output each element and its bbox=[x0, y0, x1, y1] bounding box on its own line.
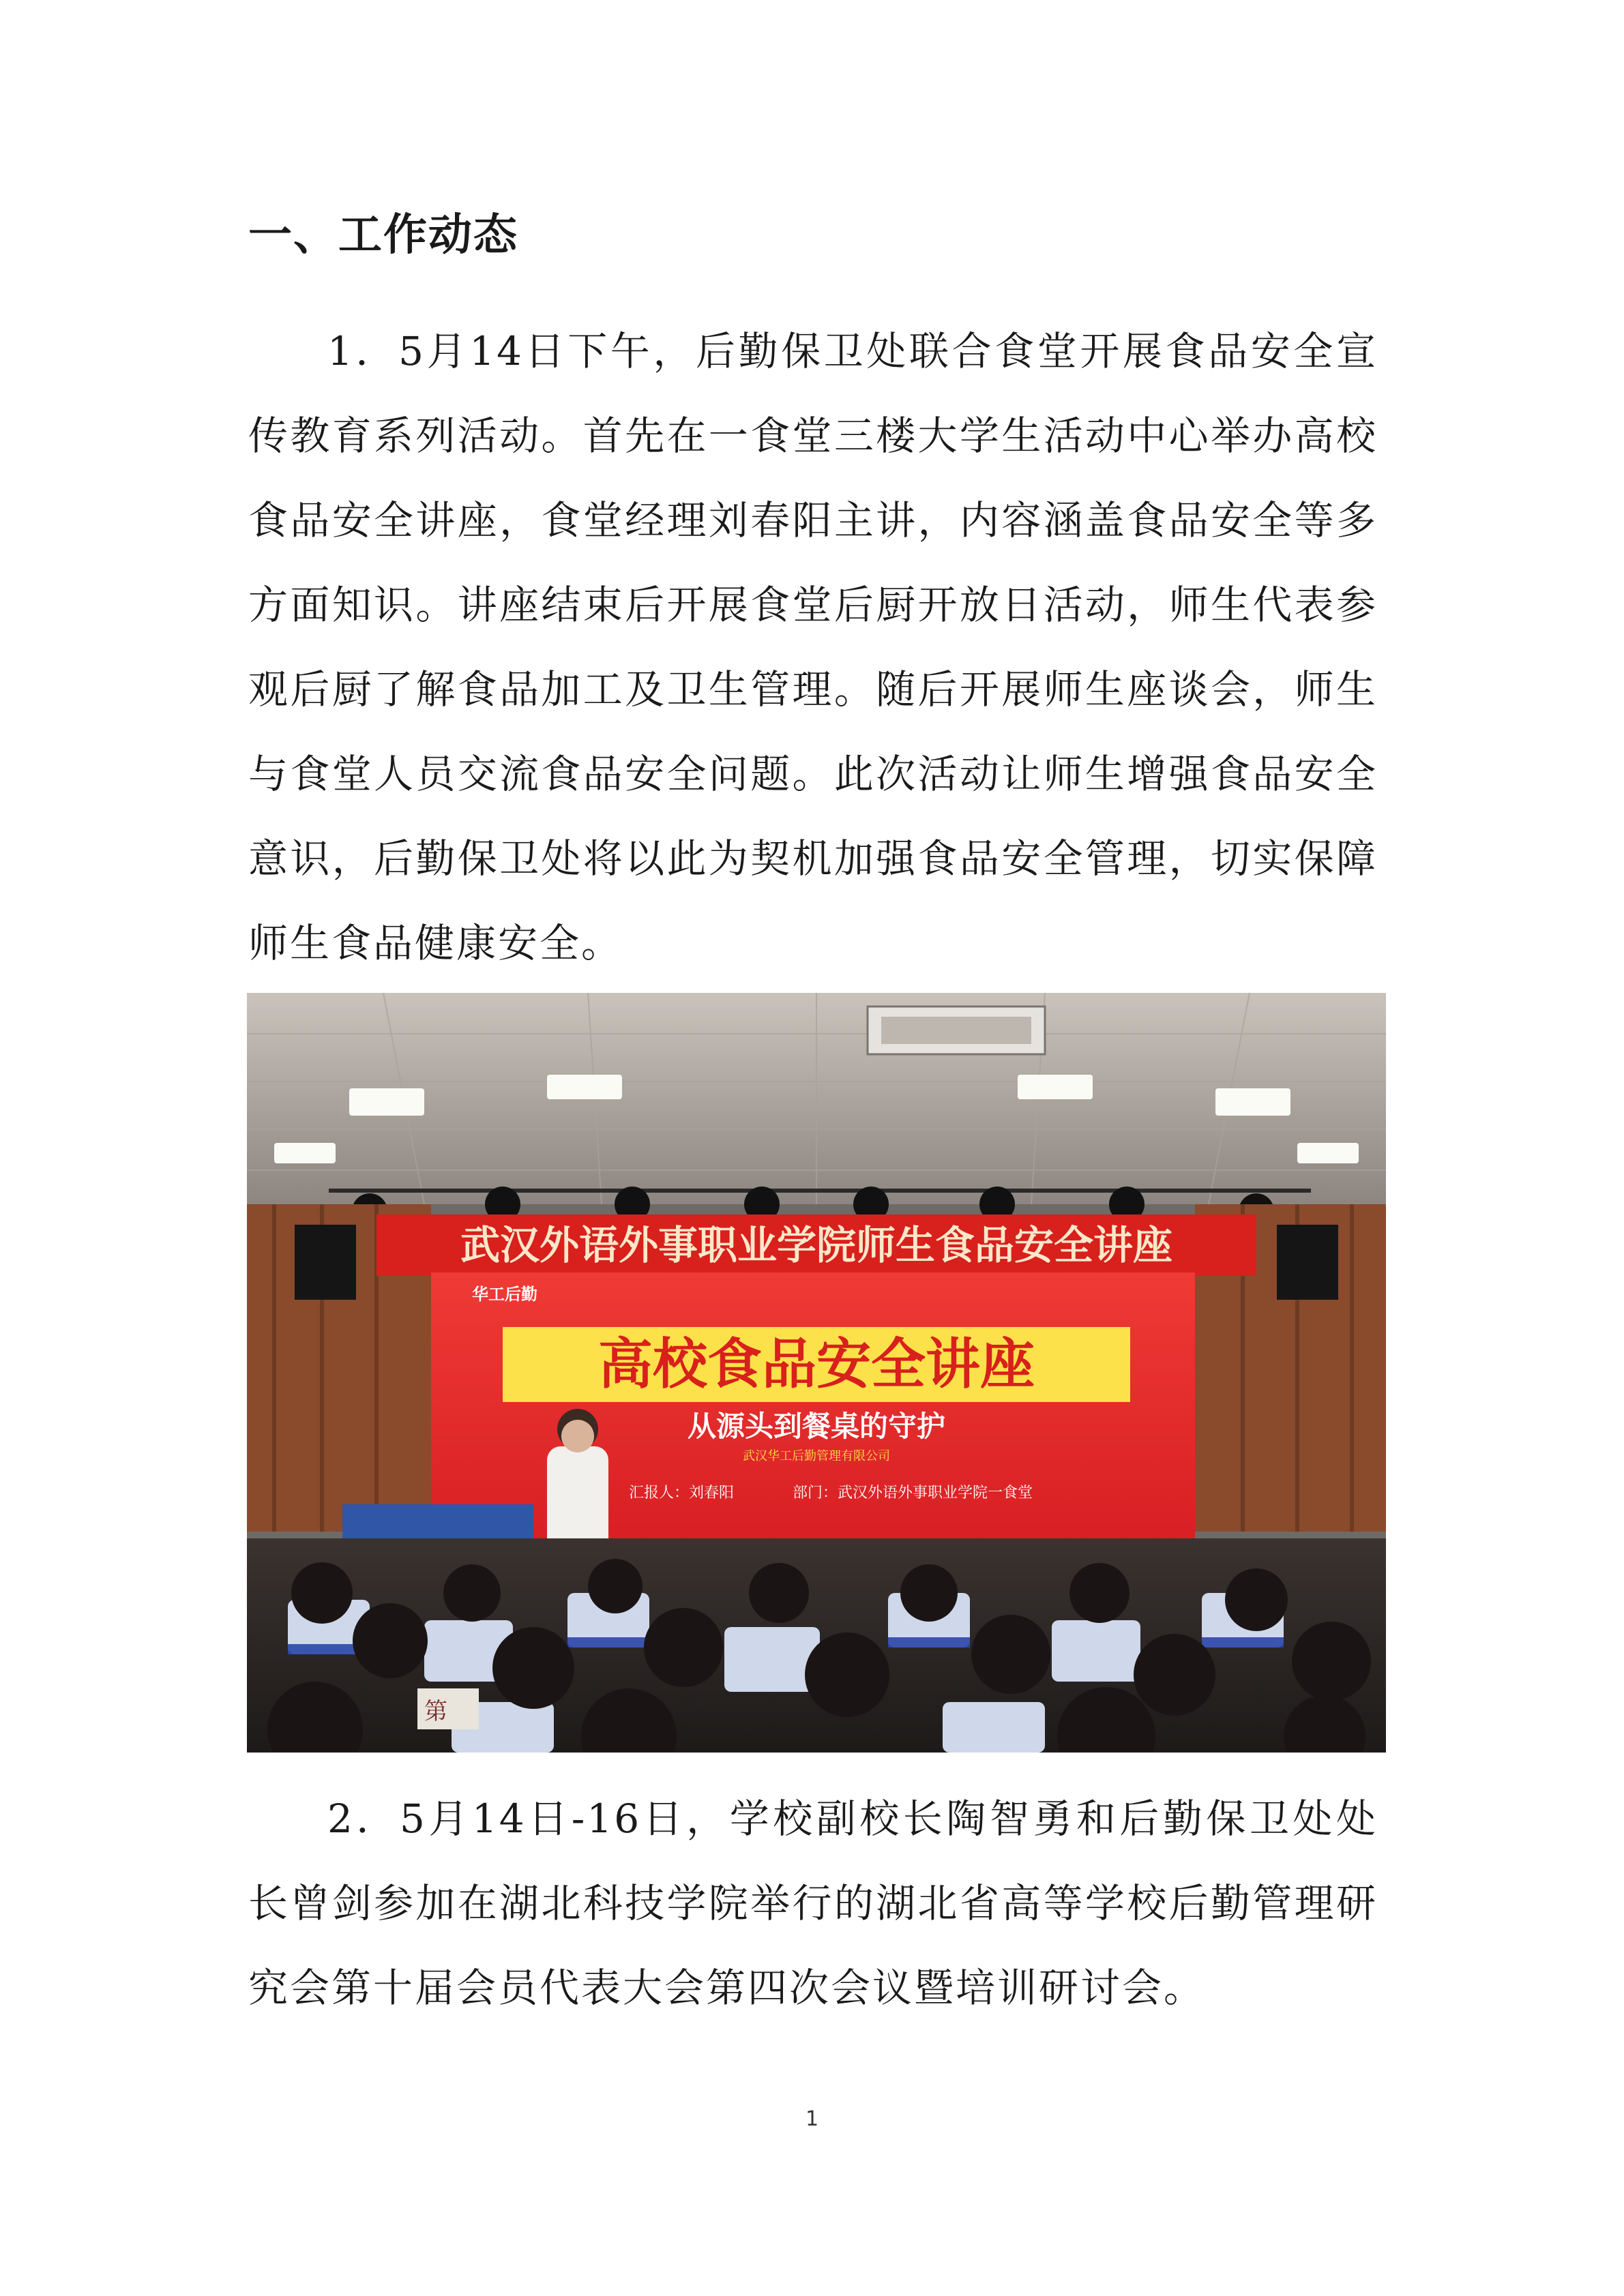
screen-company: 武汉华工后勤管理有限公司 bbox=[743, 1449, 890, 1463]
screen-title: 高校食品安全讲座 bbox=[598, 1332, 1035, 1396]
seat-label: 第 bbox=[424, 1698, 447, 1725]
page-number: 1 bbox=[805, 2107, 819, 2131]
banner-text: 武汉外语外事职业学院师生食品安全讲座 bbox=[460, 1222, 1173, 1268]
left-speaker bbox=[295, 1225, 356, 1300]
screen-subtitle: 从源头到餐桌的守护 bbox=[687, 1410, 946, 1443]
screen-department: 部门：武汉外语外事职业学院一食堂 bbox=[793, 1485, 1033, 1502]
paragraph-2: 2．5月14日-16日，学校副校长陶智勇和后勤保卫处处长曾剑参加在湖北科技学院举行的湖北省高等学校后勤管理研究会第十届会员代表大会第四次会议暨培训研讨会。 bbox=[248, 1795, 1378, 2011]
paragraph-1: 1．5月14日下午，后勤保卫处联合食堂开展食品安全宣传教育系列活动。首先在一食堂三楼大学生活动中心举办高校食品安全讲座，食堂经理刘春阳主讲，内容涵盖食品安全等多方面知识。讲座结束后开展食堂后厨开放日活动，师生代表参观后厨了解食品加工及卫生管理。随后开展师生座谈会，师生与食堂人员交流食品安全问题。此次活动让师生增强食品安全意识，后勤保卫处将以此为契机加强食品安全管理，切实保障师生食品健康安全。 bbox=[248, 328, 1378, 966]
right-speaker bbox=[1277, 1225, 1338, 1300]
screen-reporter: 汇报人：刘春阳 bbox=[629, 1485, 735, 1502]
lecture-photo bbox=[247, 993, 1386, 1753]
screen-logo: 华工后勤 bbox=[472, 1285, 537, 1304]
section-heading: 一、工作动态 bbox=[248, 210, 518, 260]
